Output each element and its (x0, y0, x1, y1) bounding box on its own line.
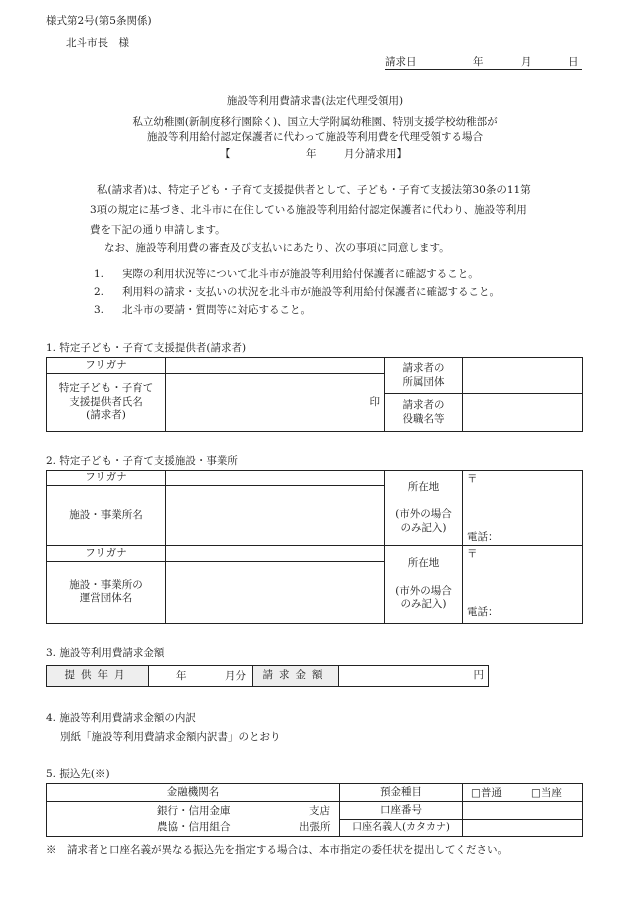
form-number: 様式第2号(第5条関係) (46, 15, 152, 27)
account-type-options (463, 784, 583, 802)
branch-type-line-1: 支店 (309, 805, 330, 818)
facility-location-label (385, 471, 463, 546)
provider-furigana-input[interactable] (166, 358, 385, 374)
operator-name-input[interactable] (166, 561, 385, 623)
requester-org-label (385, 358, 463, 394)
request-month-unit: 月 (521, 56, 532, 68)
consent-item (94, 267, 479, 281)
requester-title-input[interactable] (463, 394, 583, 432)
period-month-unit: 月分請求用】 (344, 148, 407, 160)
body-paragraph-1-line-1: 私(請求者)は、特定子ども・子育て支援提供者として、子ども・子育て支援法第30条の11第 (97, 184, 531, 196)
addressee: 北斗市長 様 (66, 37, 129, 49)
body-paragraph-1-line-3: 費を下記の通り申請します。 (90, 224, 226, 236)
request-day-unit: 日 (568, 56, 579, 68)
amount-table (46, 665, 489, 687)
operator-location-label-line-1: 所在地 (407, 557, 440, 570)
section-2-heading: 2. 特定子ども・子育て支援施設・事業所 (46, 455, 238, 467)
service-period-label: 提供年月 (47, 666, 149, 687)
provider-table (46, 357, 583, 432)
service-year-unit: 年 (176, 670, 187, 682)
facility-location-label-line-2: (市外の場合 (395, 508, 452, 521)
title-line-2: 施設等利用給付認定保護者に代わって施設等利用費を代理受領する場合 (147, 131, 483, 143)
operator-name-label-line-2: 運営団体名 (79, 592, 133, 605)
account-number-input[interactable] (463, 802, 583, 819)
consent-item-text: 北斗市の要請・質問等に対応すること。 (122, 304, 311, 316)
account-type-ordinary-checkbox[interactable]: □普通 (471, 787, 502, 799)
account-holder-label: 口座名義人(カタカナ) (340, 819, 463, 836)
account-holder-input[interactable] (463, 819, 583, 836)
request-year-unit: 年 (473, 56, 484, 68)
title-line-1: 私立幼稚園(新制度移行園除く)、国立大学附属幼稚園、特別支援学校幼稚部が (132, 116, 498, 128)
provider-name-input[interactable] (166, 374, 385, 432)
requester-org-label-line-1: 請求者の (402, 361, 445, 374)
phone-label: 電話： (467, 606, 499, 619)
facility-furigana-input[interactable] (166, 471, 385, 486)
section-4-heading: 4. 施設等利用費請求金額の内訳 (46, 712, 196, 724)
operator-furigana-label: フリガナ (47, 546, 166, 561)
facility-name-input[interactable] (166, 486, 385, 546)
bank-name-input[interactable] (47, 802, 340, 837)
requester-title-label-line-2: 役職名等 (402, 412, 445, 425)
consent-item-text: 利用料の請求・支払いの状況を北斗市が施設等利用給付保護者に確認すること。 (122, 286, 500, 298)
consent-item-number: 2. (94, 286, 105, 298)
request-date-field[interactable] (385, 55, 582, 70)
document-title: 施設等利用費請求書(法定代理受領用) (226, 95, 404, 107)
bank-table (46, 783, 583, 837)
provider-name-label-line-1: 特定子ども・子育て (58, 382, 154, 395)
period-year-unit: 年 (306, 148, 317, 160)
postal-mark: 〒 (467, 473, 478, 485)
service-period-input[interactable] (149, 666, 253, 687)
account-type-label: 預金種目 (340, 784, 463, 802)
account-type-current-checkbox[interactable]: □当座 (531, 787, 562, 799)
seal-mark: 印 (369, 395, 380, 408)
requester-title-label (385, 394, 463, 432)
provider-name-label-line-3: (請求者) (86, 409, 126, 422)
operator-name-label (47, 561, 166, 623)
operator-location-label-line-3: のみ記入) (400, 598, 447, 611)
branch-type-line-2: 出張所 (299, 821, 331, 834)
requested-amount-input[interactable] (339, 666, 489, 687)
requester-org-input[interactable] (463, 358, 583, 394)
footnote: ※ 請求者と口座名義が異なる振込先を指定する場合は、本市指定の委任状を提出してください。 (46, 844, 508, 856)
section-1-heading: 1. 特定子ども・子育て支援提供者(請求者) (46, 342, 247, 354)
bank-type-line-2: 農協・信用組合 (157, 821, 231, 834)
account-number-label: 口座番号 (340, 802, 463, 819)
operator-location-label-line-2: (市外の場合 (395, 584, 452, 597)
facility-table (46, 470, 583, 624)
consent-item-number: 3. (94, 304, 105, 316)
operator-name-label-line-1: 施設・事業所の (69, 578, 143, 591)
bank-type-line-1: 銀行・信用金庫 (157, 805, 231, 818)
bank-name-label: 金融機関名 (47, 784, 340, 802)
provider-furigana-label: フリガナ (47, 358, 166, 374)
section-3-heading: 3. 施設等利用費請求金額 (46, 647, 165, 659)
request-date-label: 請求日 (385, 56, 417, 68)
facility-location-input[interactable] (463, 471, 583, 546)
facility-location-label-line-1: 所在地 (407, 480, 440, 493)
provider-name-label-line-2: 支援提供者氏名 (69, 395, 143, 408)
billing-period (0, 147, 630, 162)
requested-amount-label: 請求金額 (253, 666, 339, 687)
facility-location-label-line-3: のみ記入) (400, 521, 447, 534)
period-open-bracket: 【 (220, 148, 231, 160)
requester-title-label-line-1: 請求者の (402, 398, 445, 411)
provider-name-label (47, 374, 166, 432)
operator-location-input[interactable] (463, 546, 583, 624)
yen-unit: 円 (473, 669, 484, 682)
section-5-heading: 5. 振込先(※) (46, 768, 110, 780)
consent-item (94, 285, 500, 299)
requester-org-label-line-2: 所属団体 (402, 375, 445, 388)
consent-item-text: 実際の利用状況等について北斗市が施設等利用給付保護者に確認すること。 (122, 268, 479, 280)
body-paragraph-1-line-2: 3項の規定に基づき、北斗市に在住している施設等利用給付認定保護者に代わり、施設等利用 (90, 204, 527, 216)
breakdown-reference: 別紙「施設等利用費請求金額内訳書」のとおり (60, 731, 281, 743)
service-month-unit: 月分 (225, 670, 246, 682)
phone-label: 電話： (467, 531, 499, 543)
postal-mark: 〒 (467, 548, 478, 561)
operator-location-label (385, 546, 463, 624)
facility-name-label: 施設・事業所名 (47, 486, 166, 546)
operator-furigana-input[interactable] (166, 546, 385, 561)
consent-item (94, 303, 311, 317)
facility-furigana-label: フリガナ (47, 471, 166, 486)
consent-item-number: 1. (94, 268, 105, 280)
body-paragraph-2: なお、施設等利用費の審査及び支払いにあたり、次の事項に同意します。 (104, 242, 450, 254)
